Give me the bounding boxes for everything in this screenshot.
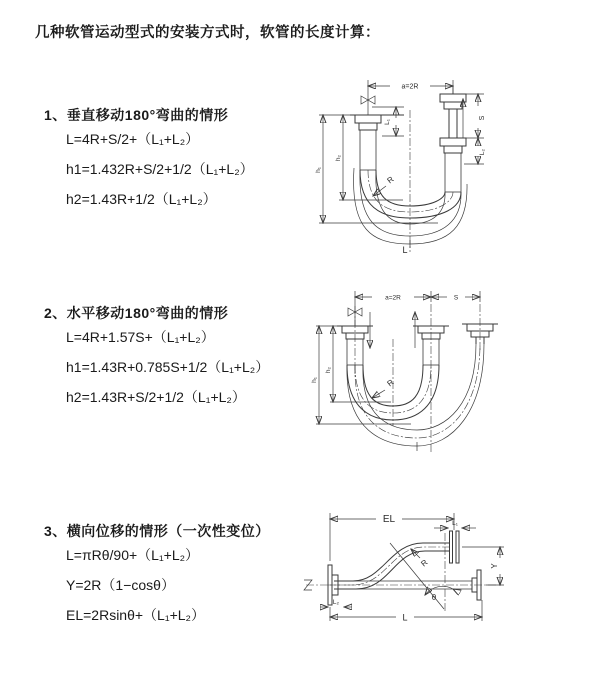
formula-el: EL=2Rsinθ+（L₁+L₂） — [66, 607, 205, 623]
formula-h2: h2=1.43R+1/2（L₁+L₂） — [66, 191, 217, 207]
right-pipe — [440, 86, 466, 192]
dim-label-l1: L₁ — [452, 520, 458, 527]
dim-a-2r — [368, 80, 453, 94]
dim-label-h1: h₁ — [315, 167, 322, 173]
page-title: 几种软管运动型式的安装方式时，软管的长度计算： — [35, 25, 380, 41]
dim-l — [330, 600, 482, 623]
radius-callout — [372, 378, 396, 398]
dim-h1 — [311, 326, 411, 424]
dim-l1 — [372, 107, 404, 136]
hose-s-curve — [328, 543, 450, 589]
radius-callout — [411, 549, 430, 568]
dim-label-y: Y — [490, 563, 499, 569]
dim-label-r: R — [385, 174, 396, 186]
dim-s — [431, 295, 480, 302]
left-pipe — [350, 115, 404, 170]
dim-el — [330, 513, 454, 561]
section-vertical-movement — [44, 106, 254, 214]
dim-label-h1: h₁ — [311, 377, 318, 383]
hose-braid-right — [445, 153, 461, 192]
dim-label-el: EL — [382, 514, 396, 525]
formula-l: L=4R+S/2+（L₁+L₂） — [66, 131, 200, 147]
dim-label-theta: θ — [431, 593, 437, 602]
dim-label-l: L — [402, 612, 408, 623]
section-lateral-displacement — [44, 522, 270, 630]
dim-label-s: S — [479, 115, 486, 121]
formula-h1: h1=1.43R+0.785S+1/2（L₁+L₂） — [66, 359, 270, 375]
dim-label-l2: L₂ — [479, 148, 486, 156]
formula-l: L=πRθ/90+（L₁+L₂） — [66, 547, 200, 563]
dim-label-h2: h₂ — [325, 366, 332, 374]
middle-pipe — [413, 326, 449, 365]
angle-theta — [390, 533, 453, 613]
hose-u-curves — [354, 110, 468, 252]
diagram-vertical-u-bend — [308, 66, 590, 258]
dim-h2 — [335, 115, 403, 200]
upper-flange — [450, 531, 460, 563]
dim-label-r: R — [385, 377, 396, 389]
dim-label-l: L — [402, 245, 408, 255]
formula-h2: h2=1.43R+S/2+1/2（L₁+L₂） — [66, 389, 246, 405]
formula-y: Y=2R（1−cosθ） — [66, 577, 175, 593]
hose-braid-left — [360, 130, 376, 170]
dim-l2 — [320, 599, 352, 607]
dim-label-s: S — [453, 294, 459, 302]
dim-label-r: R — [419, 557, 430, 569]
dim-y — [462, 547, 504, 585]
section-2-heading: 2、水平移动180°弯曲的情形 — [44, 305, 229, 321]
valve-icon — [361, 90, 375, 115]
dim-l1 — [434, 520, 476, 528]
section-3-heading: 3、横向位移的情形（一次性变位） — [44, 523, 270, 539]
dim-l2 — [464, 138, 486, 164]
section-horizontal-movement — [44, 304, 269, 412]
diagram-horizontal-u-bend — [306, 284, 598, 460]
diagram-lateral-displacement — [298, 503, 600, 649]
dim-label-a2r: a=2R — [385, 294, 401, 302]
dim-a-2r — [355, 291, 480, 302]
dim-label-l2: L₂ — [332, 599, 340, 606]
formula-h1: h1=1.432R+S/2+1/2（L₁+L₂） — [66, 161, 254, 177]
dim-label-a2r: a=2R — [401, 83, 419, 91]
formula-l: L=4R+1.57S+（L₁+L₂） — [66, 329, 215, 345]
dim-label-l1: L₁ — [384, 119, 391, 125]
dim-label-h2: h₂ — [335, 154, 342, 162]
section-1-heading: 1、垂直移动180°弯曲的情形 — [44, 107, 229, 123]
dim-s — [466, 94, 486, 138]
dim-h1 — [315, 115, 438, 223]
dim-h2 — [325, 326, 391, 402]
